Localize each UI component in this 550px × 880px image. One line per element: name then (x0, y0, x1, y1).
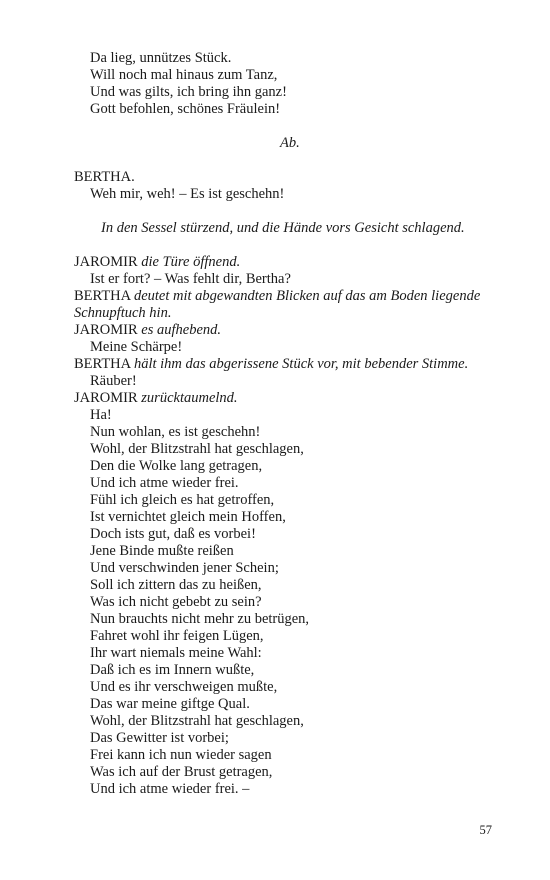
verse-line: Was ich auf der Brust getragen, (90, 764, 273, 780)
verse-line: Daß ich es im Innern wußte, (90, 662, 255, 678)
verse-line: Ist er fort? – Was fehlt dir, Bertha? (90, 271, 291, 287)
verse-line: Räuber! (90, 373, 137, 389)
speaker-line (74, 356, 468, 373)
verse-line: Was ich nicht gebebt zu sein? (90, 594, 262, 610)
stage-direction: deutet mit abgewandten Blicken auf das am Boden liegende (133, 288, 481, 304)
verse-line: Jene Binde mußte reißen (90, 543, 234, 559)
speaker-name: JAROMIR (74, 254, 138, 270)
verse-line: Den die Wolke lang getragen, (90, 458, 263, 474)
page-number: 57 (479, 823, 492, 837)
speaker-line (74, 390, 238, 407)
verse-line: Weh mir, weh! – Es ist geschehn! (90, 186, 285, 202)
verse-line: Will noch mal hinaus zum Tanz, (90, 67, 278, 83)
verse-line: Und es ihr verschweigen mußte, (90, 679, 278, 695)
verse-line: Frei kann ich nun wieder sagen (90, 747, 272, 763)
speaker-line (74, 322, 221, 339)
verse-line: Ist vernichtet gleich mein Hoffen, (90, 509, 286, 525)
verse-line: Gott befohlen, schönes Fräulein! (90, 101, 281, 117)
verse-line: Und was gilts, ich bring ihn ganz! (90, 84, 287, 100)
speaker-name: BERTHA (74, 288, 131, 304)
stage-direction: zurücktaumelnd. (141, 390, 238, 406)
verse-line: Doch ists gut, daß es vorbei! (90, 526, 256, 542)
speaker-name: JAROMIR (74, 390, 138, 406)
speaker-name: BERTHA (74, 356, 131, 372)
verse-line: Und ich atme wieder frei. – (90, 781, 250, 797)
verse-line: Und verschwinden jener Schein; (90, 560, 279, 576)
verse-line: Fühl ich gleich es hat getroffen, (90, 492, 275, 508)
verse-line: Nun wohlan, es ist geschehn! (90, 424, 261, 440)
stage-direction: In den Sessel stürzend, und die Hände vors Gesicht schlagend. (101, 220, 465, 236)
verse-line: Wohl, der Blitzstrahl hat geschlagen, (90, 713, 304, 729)
speaker-line (74, 288, 480, 305)
stage-direction-continued: Schnupftuch hin. (74, 305, 172, 321)
stage-direction: hält ihm das abgerissene Stück vor, mit bebender Stimme. (133, 356, 469, 372)
verse-line: Nun brauchts nicht mehr zu betrügen, (90, 611, 310, 627)
speaker-name: BERTHA. (74, 169, 135, 185)
verse-line: Soll ich zittern das zu heißen, (90, 577, 262, 593)
speaker-line (74, 254, 240, 271)
stage-direction: die Türe öffnend. (141, 254, 241, 270)
stage-direction: Ab. (280, 135, 300, 151)
verse-line: Das war meine giftge Qual. (90, 696, 250, 712)
verse-line: Fahret wohl ihr feigen Lügen, (90, 628, 264, 644)
verse-line: Da lieg, unnützes Stück. (90, 50, 232, 66)
verse-line: Ha! (90, 407, 112, 423)
verse-line: Und ich atme wieder frei. (90, 475, 239, 491)
verse-line: Wohl, der Blitzstrahl hat geschlagen, (90, 441, 304, 457)
stage-direction: es aufhebend. (141, 322, 222, 338)
verse-line: Ihr wart niemals meine Wahl: (90, 645, 262, 661)
speaker-name: JAROMIR (74, 322, 138, 338)
verse-line: Das Gewitter ist vorbei; (90, 730, 229, 746)
verse-line: Meine Schärpe! (90, 339, 183, 355)
